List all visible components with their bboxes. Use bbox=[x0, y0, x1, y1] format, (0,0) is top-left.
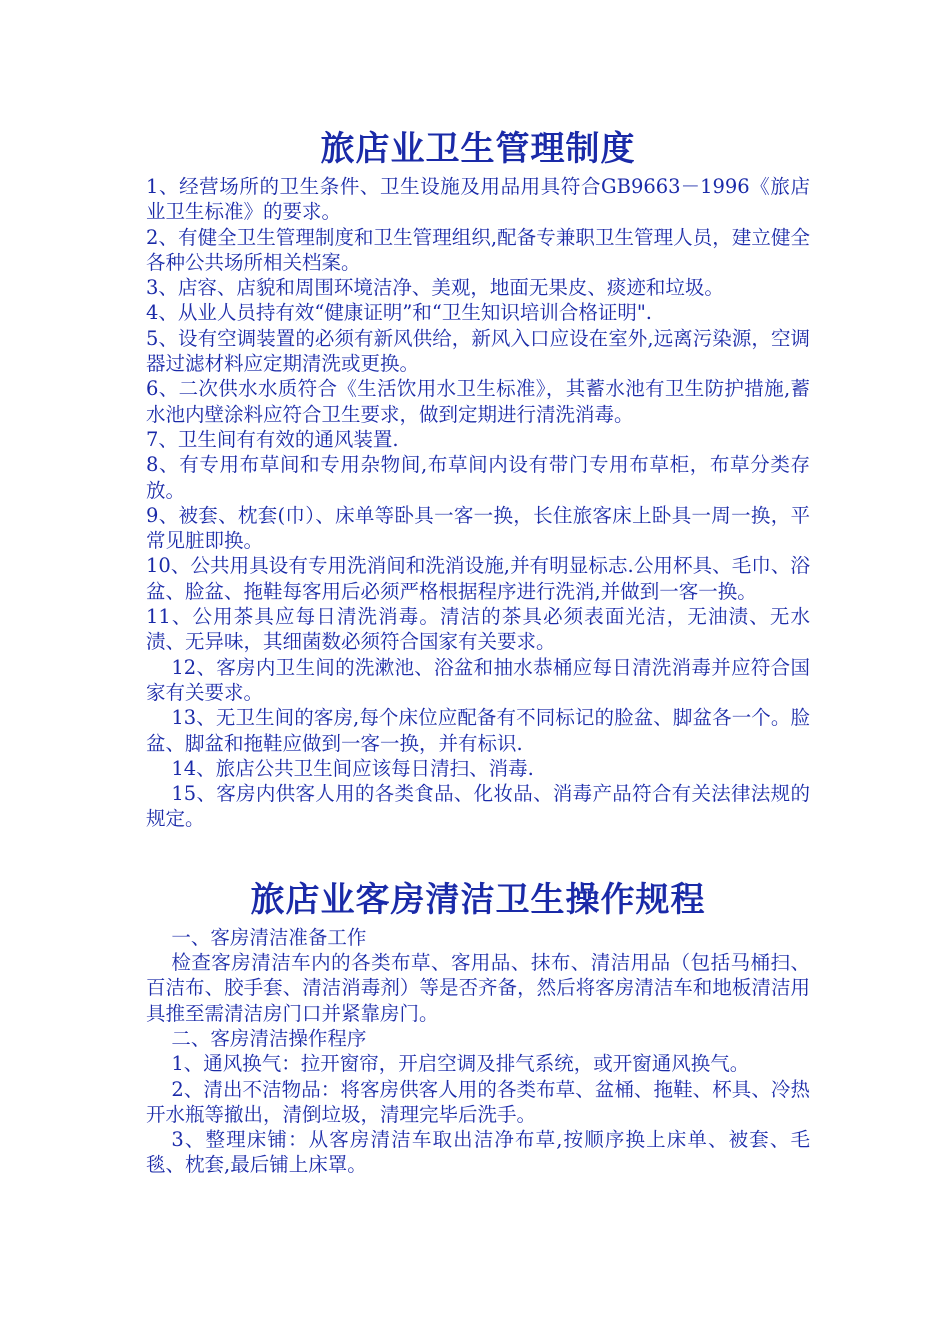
rule-paragraph: 10、公共用具设有专用洗消间和洗消设施,并有明显标志.公用杯具、毛巾、浴盆、脸盆、拖鞋每客用后必须严格根据程序进行洗消,并做到一客一换。 bbox=[146, 554, 810, 603]
rule-paragraph: 4、从业人员持有效“健康证明”和“卫生知识培训合格证明". bbox=[146, 301, 652, 325]
rule-paragraph: 8、有专用布草间和专用杂物间,布草间内设有带门专用布草柜，布草分类存放。 bbox=[146, 453, 810, 502]
rule-paragraph: 7、卫生间有有效的通风装置. bbox=[146, 427, 399, 451]
rule-paragraph: 9、被套、枕套(巾）、床单等卧具一客一换，长住旅客床上卧具一周一换，平常见脏即换。 bbox=[146, 503, 810, 553]
procedure-paragraph: 1、通风换气：拉开窗帘，开启空调及排气系统，或开窗通风换气。 bbox=[171, 1052, 750, 1076]
rule-paragraph: 3、店容、店貌和周围环境洁净、美观，地面无果皮、痰迹和垃圾。 bbox=[146, 276, 724, 300]
rule-paragraph: 11、公用茶具应每日清洗消毒。清洁的茶具必须表面光洁，无油渍、无水渍、无异味，其细菌数必须符合国家有关要求。 bbox=[146, 605, 810, 654]
rule-paragraph: 6、二次供水水质符合《生活饮用水卫生标准》，其蓄水池有卫生防护措施,蓄水池内壁涂料应符合卫生要求，做到定期进行清洗消毒。 bbox=[146, 377, 810, 426]
procedure-paragraph: 3、整理床铺：从客房清洁车取出洁净布草,按顺序换上床单、被套、毛毯、枕套,最后铺上床罩。 bbox=[146, 1128, 810, 1177]
rule-paragraph: 15、客房内供客人用的各类食品、化妆品、消毒产品符合有关法律法规的规定。 bbox=[146, 782, 810, 831]
rule-paragraph: 12、客房内卫生间的洗漱池、浴盆和抽水恭桶应每日清洗消毒并应符合国家有关要求。 bbox=[146, 655, 810, 704]
procedure-paragraph: 2、清出不洁物品：将客房供客人用的各类布草、盆桶、拖鞋、杯具、冷热开水瓶等撤出，清倒垃圾，清理完毕后洗手。 bbox=[146, 1077, 810, 1126]
procedure-heading: 二、客房清洁操作程序 bbox=[171, 1026, 367, 1050]
rule-paragraph: 5、设有空调装置的必须有新风供给，新风入口应设在室外,远离污染源，空调器过滤材料应定期清洗或更换。 bbox=[146, 326, 810, 376]
rule-paragraph: 1、经营场所的卫生条件、卫生设施及用品用具符合GB9663－1996《旅店业卫生标准》的要求。 bbox=[146, 175, 810, 224]
section-title-hygiene-management: 旅店业卫生管理制度 bbox=[320, 129, 636, 169]
rule-paragraph: 13、无卫生间的客房,每个床位应配备有不同标记的脸盆、脚盆各一个。脸盆、脚盆和拖鞋应做到一客一换，并有标识. bbox=[146, 706, 810, 755]
procedure-paragraph: 检查客房清洁车内的各类布草、客用品、抹布、清洁用品（包括马桶扫、百洁布、胶手套、清洁消毒剂）等是否齐备，然后将客房清洁车和地板清洁用具推至需清洁房门口并紧靠房门。 bbox=[146, 951, 810, 1025]
section-title-room-cleaning: 旅店业客房清洁卫生操作规程 bbox=[250, 879, 706, 920]
procedure-heading: 一、客房清洁准备工作 bbox=[171, 925, 367, 949]
rule-paragraph: 14、旅店公共卫生间应该每日清扫、消毒. bbox=[171, 756, 534, 780]
hygiene-rules-list bbox=[146, 174, 810, 832]
document-body bbox=[146, 128, 810, 1178]
rule-paragraph: 2、有健全卫生管理制度和卫生管理组织,配备专兼职卫生管理人员，建立健全各种公共场所相关档案。 bbox=[146, 225, 810, 274]
cleaning-procedure-list bbox=[146, 925, 810, 1178]
